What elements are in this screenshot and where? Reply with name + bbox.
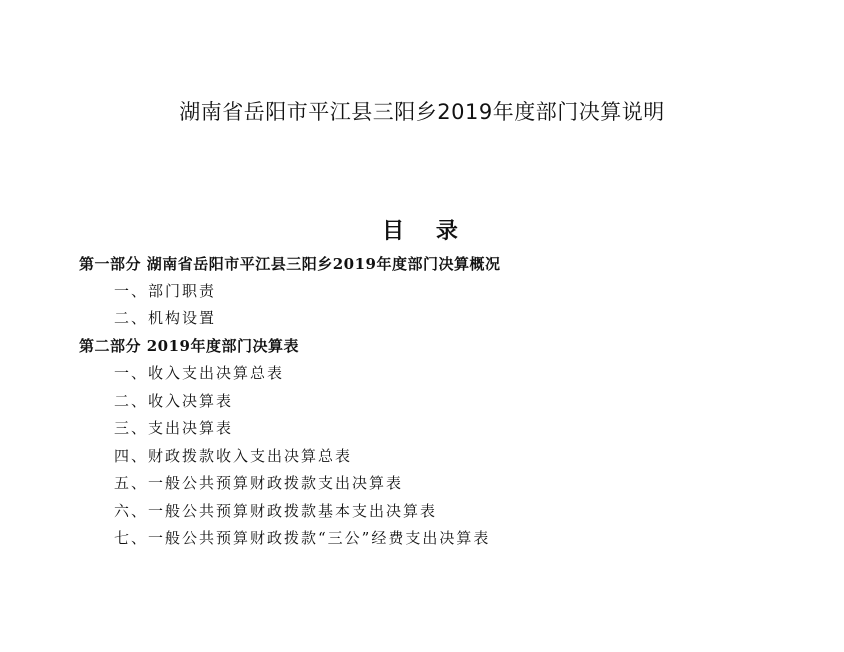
toc-item-general-budget-expenditure: 五、一般公共预算财政拨款支出决算表 [114,474,404,492]
toc-item-fiscal-appropriation-summary: 四、财政拨款收入支出决算总表 [114,447,353,465]
toc-item-expenditure-table: 三、支出决算表 [114,419,234,437]
toc-item-department-duties: 一、部门职责 [114,282,217,300]
toc-item-income-expenditure-summary: 一、收入支出决算总表 [114,364,285,382]
toc-item-organization-setup: 二、机构设置 [114,309,217,327]
toc-part-1: 第一部分 湖南省岳阳市平江县三阳乡2019年度部门决算概况 [79,255,501,273]
toc-part-2: 第二部分 2019年度部门决算表 [79,337,299,355]
toc-item-income-table: 二、收入决算表 [114,392,234,410]
toc-heading: 目 录 [382,218,470,244]
toc-item-three-public-expenses: 七、一般公共预算财政拨款“三公”经费支出决算表 [114,529,491,547]
document-title: 湖南省岳阳市平江县三阳乡2019年度部门决算说明 [179,100,665,124]
toc-item-general-budget-basic-expenditure: 六、一般公共预算财政拨款基本支出决算表 [114,502,438,520]
